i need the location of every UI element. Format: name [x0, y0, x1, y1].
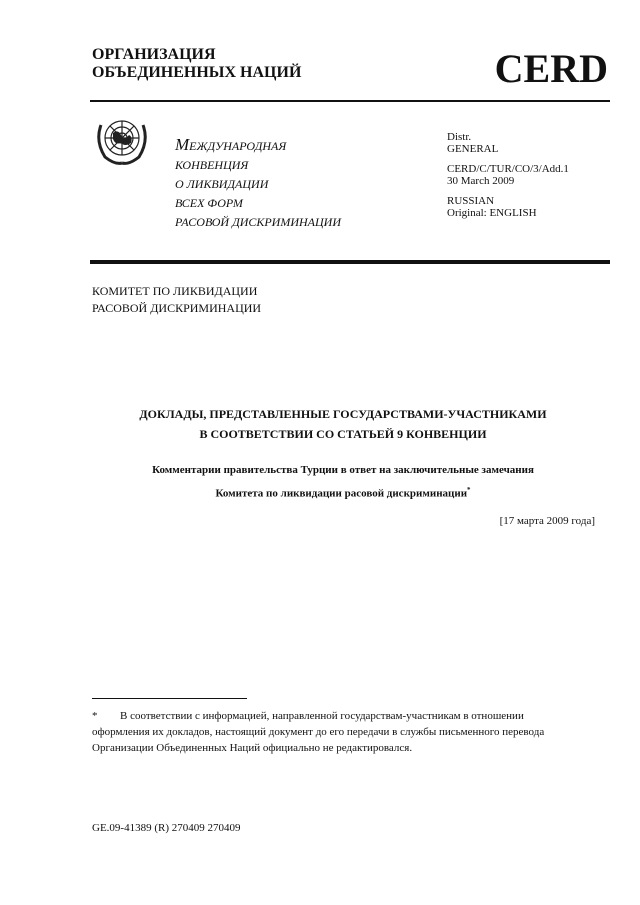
organization-name — [92, 46, 301, 82]
distribution-block — [447, 131, 569, 227]
committee-line-1: КОМИТЕТ ПО ЛИКВИДАЦИИ — [92, 284, 258, 298]
job-number: GE.09-41389 (R) 270409 270409 — [92, 822, 241, 834]
convention-line-2: КОНВЕНЦИЯ — [175, 158, 249, 172]
org-line-1: ОРГАНИЗАЦИЯ — [92, 46, 216, 63]
un-emblem-icon — [93, 113, 151, 168]
convention-line-4: ВСЕХ ФОРМ — [175, 196, 243, 210]
convention-title — [175, 135, 341, 232]
doc-date: 30 March 2009 — [447, 175, 515, 187]
distr-general: GENERAL — [447, 143, 499, 155]
convention-line-1: ЕЖДУНАРОДНАЯ — [189, 139, 287, 153]
doc-symbol: CERD/C/TUR/CO/3/Add.1 — [447, 163, 569, 175]
distr-label: Distr. — [447, 131, 472, 143]
submission-date: [17 марта 2009 года] — [499, 515, 595, 527]
org-line-2: ОБЪЕДИНЕННЫХ НАЦИЙ — [92, 64, 302, 81]
footnote — [92, 708, 572, 756]
header-divider — [90, 100, 610, 102]
committee-name — [92, 283, 261, 317]
convention-initial: М — [175, 135, 190, 154]
footnote-marker: * — [467, 486, 471, 494]
footnote-text: В соответствии с информацией, направленной государствам-участникам в отношении оформления их докладов, настоящий документ до его передачи в службы письменного перевода Организации Объединенных Наций официально не редактировался. — [92, 710, 545, 754]
original-language: Original: ENGLISH — [447, 207, 537, 219]
document-series-symbol: CERD — [494, 46, 608, 91]
header-thick-divider — [90, 260, 610, 264]
subtitle-line-1: Комментарии правительства Турции в ответ на заключительные замечания — [152, 464, 534, 476]
footnote-star: * — [92, 710, 98, 722]
document-title — [0, 404, 640, 444]
convention-line-5: РАСОВОЙ ДИСКРИМИНАЦИИ — [175, 215, 342, 229]
committee-line-2: РАСОВОЙ ДИСКРИМИНАЦИИ — [92, 301, 262, 315]
document-subtitle — [0, 460, 640, 504]
title-line-1: ДОКЛАДЫ, ПРЕДСТАВЛЕННЫЕ ГОСУДАРСТВАМИ-УЧАСТНИКАМИ — [139, 407, 547, 421]
convention-line-3: О ЛИКВИДАЦИИ — [175, 177, 269, 191]
doc-language: RUSSIAN — [447, 195, 495, 207]
footnote-divider — [92, 698, 247, 699]
subtitle-line-2: Комитета по ликвидации расовой дискриминации — [215, 487, 468, 500]
title-line-2: В СООТВЕТСТВИИ СО СТАТЬЕЙ 9 КОНВЕНЦИИ — [199, 427, 487, 441]
